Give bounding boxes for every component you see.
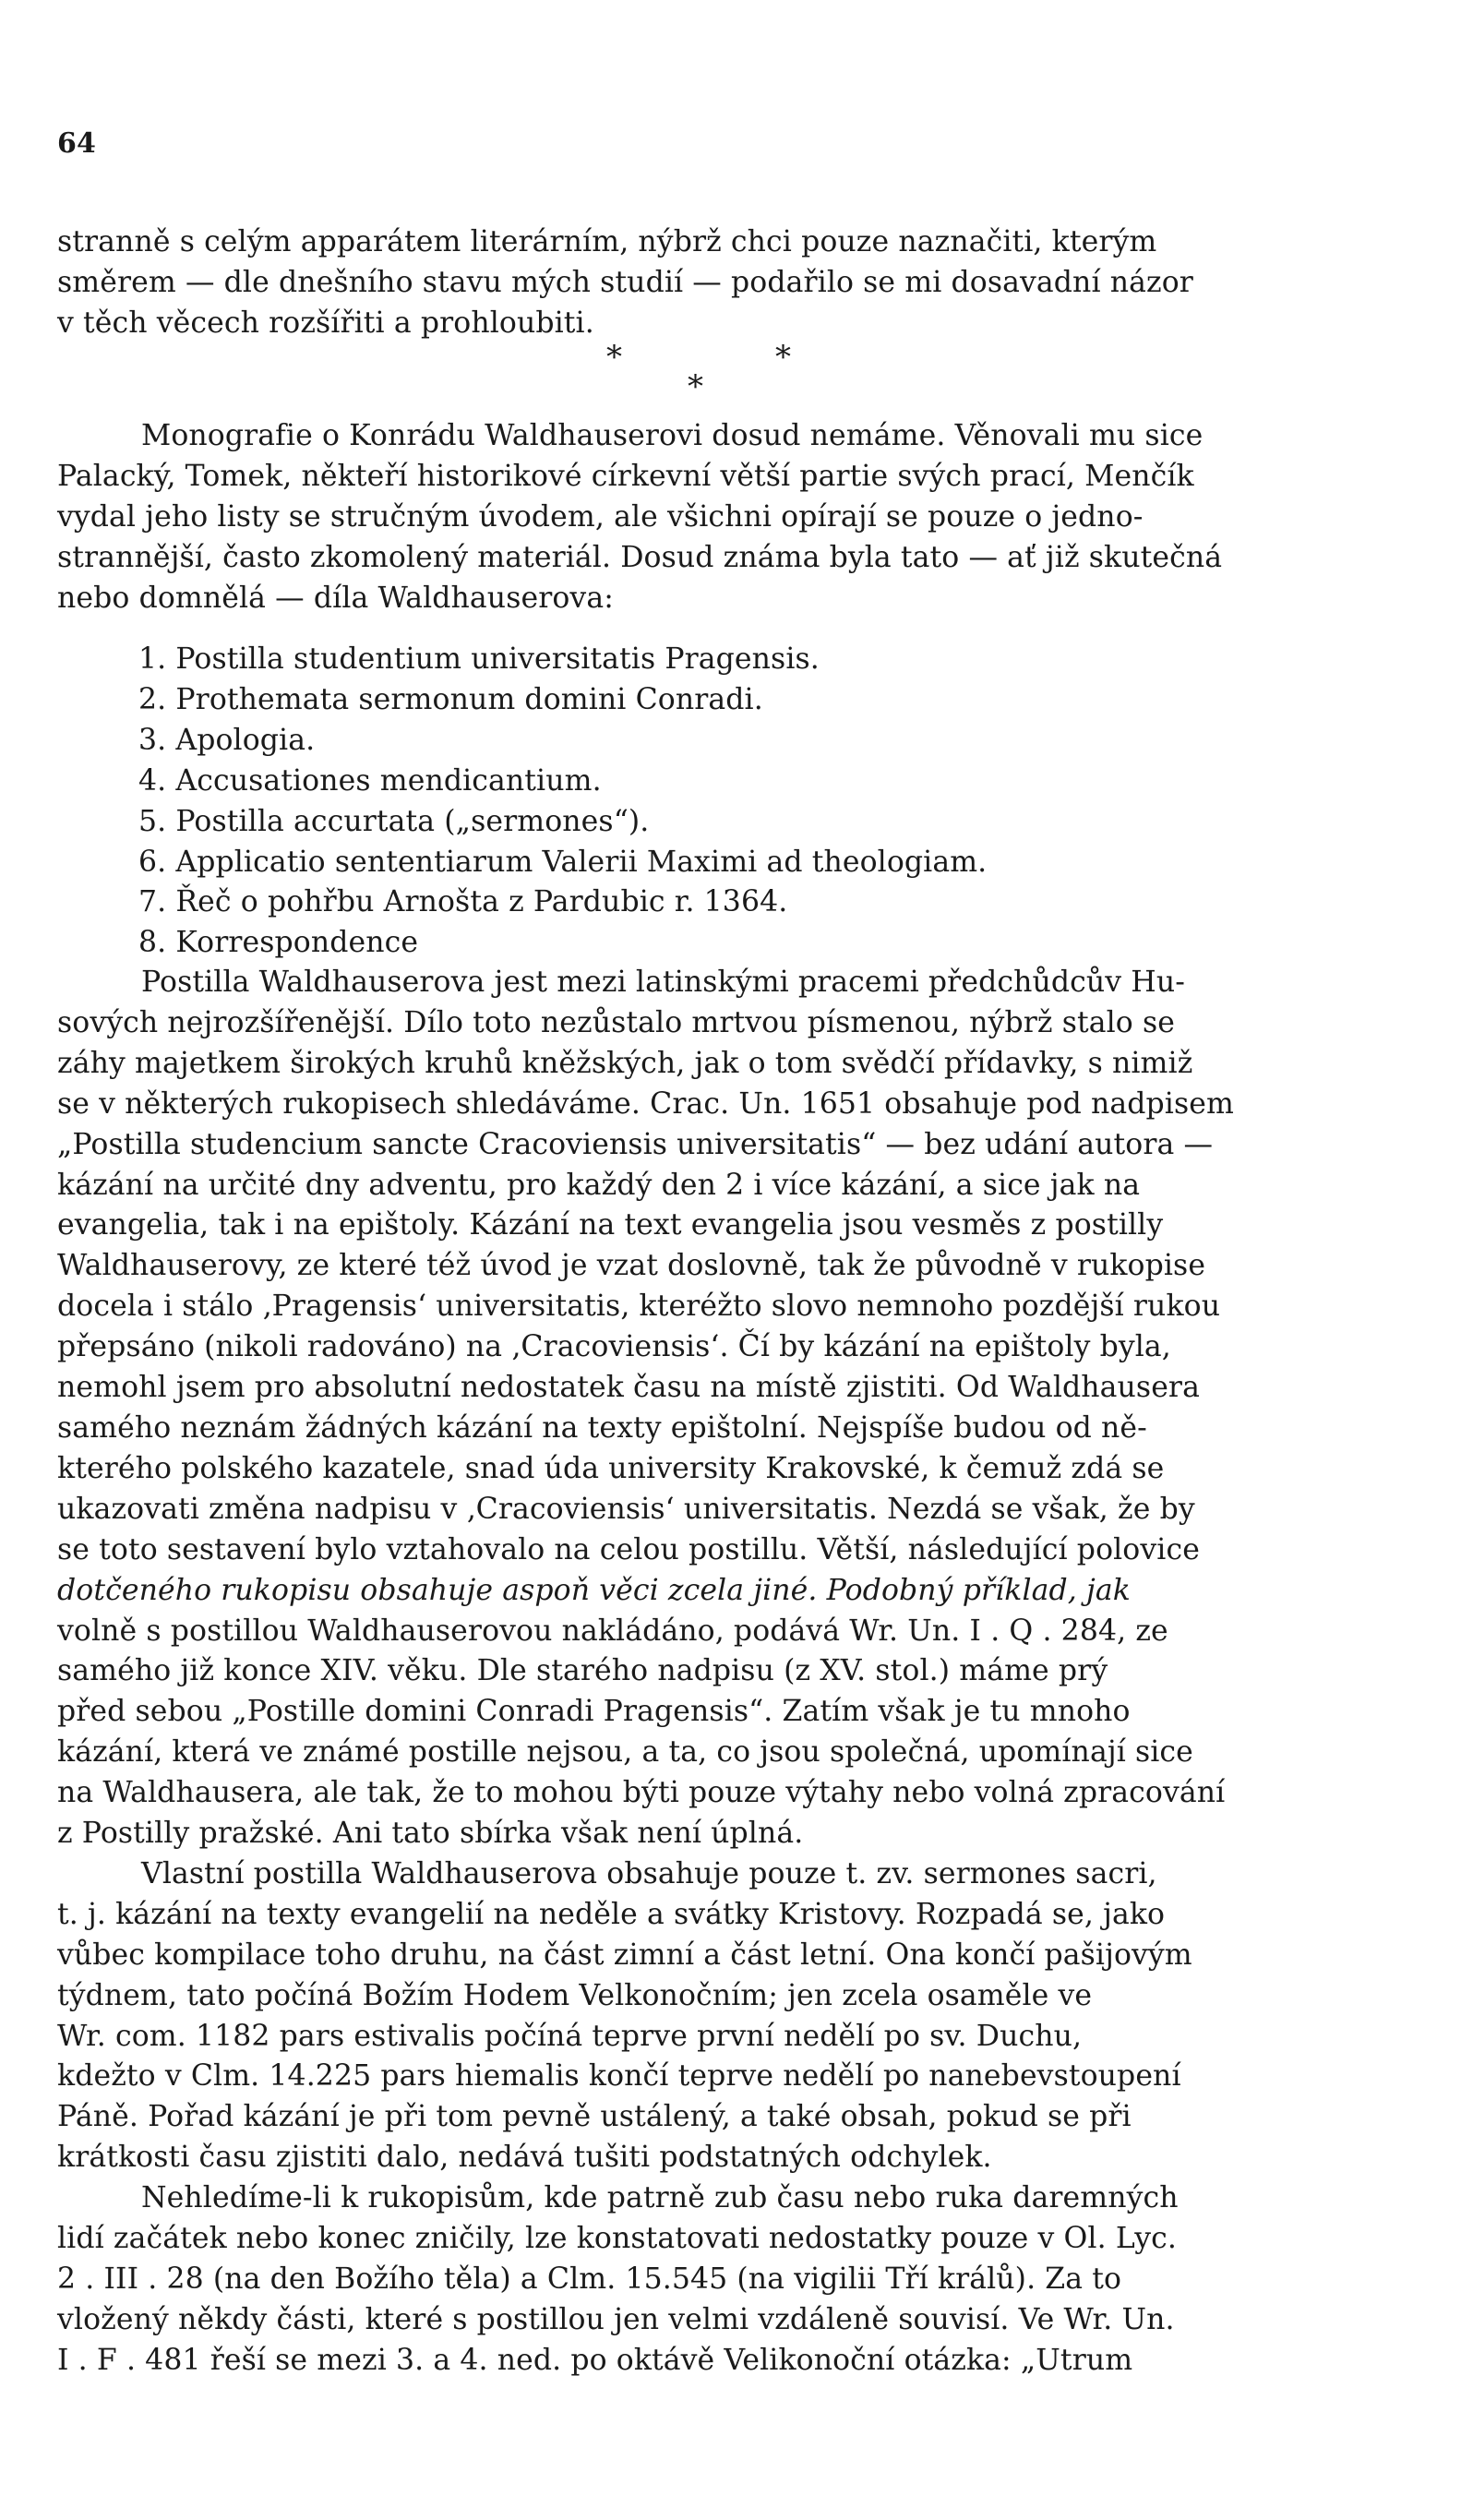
intro-paragraph: [57, 222, 1401, 344]
text-line: kdežto v Clm. 14.225 pars hiemalis končí teprve nedělí po nanebevstoupení: [57, 2059, 1181, 2094]
text-line: nebo domnělá — díla Waldhauserova:: [57, 581, 614, 615]
text-line: samého již konce XIV. věku. Dle starého nadpisu (z XV. stol.) máme prý: [57, 1654, 1108, 1688]
text-line: před sebou „Postille domini Conradi Pragensis“. Zatím však je tu mnoho: [57, 1695, 1131, 1729]
text-line: volně s postillou Waldhauserovou nakládáno, podává Wr. Un. I . Q . 284, ze: [57, 1614, 1168, 1648]
text-line: Nehledíme-li k rukopisům, kde patrně zub času nebo ruka daremných: [141, 2181, 1179, 2215]
text-line: vůbec kompilace toho druhu, na část zimní a část letní. Ona končí pašijovým: [57, 1938, 1192, 1972]
text-line: t. j. kázání na texty evangelií na neděle a svátky Kristovy. Rozpadá se, jako: [57, 1897, 1166, 1931]
text-line: Palacký, Tomek, někteří historikové církevní větší partie svých prací, Menčík: [57, 459, 1194, 493]
text-line: docela i stálo ‚Pragensis‘ universitatis, kteréžto slovo nemnoho pozdější rukou: [57, 1290, 1221, 1324]
list-item: 7. Řeč o pohřbu Arnošta z Pardubic r. 1364.: [138, 885, 788, 919]
body-paragraphs: [57, 963, 1401, 2382]
text-line: Monografie o Konrádu Waldhauserovi dosud nemáme. Věnovali mu sice: [141, 419, 1204, 452]
italic-text-line: dotčeného rukopisu obsahuje aspoň věci zcela jiné. Podobný příklad, jak: [57, 1573, 1131, 1607]
list-item: 4. Accusationes mendicantium.: [138, 763, 602, 798]
list-item: 5. Postilla accurtata („sermones“).: [138, 804, 650, 838]
text-line: Postilla Waldhauserova jest mezi latinskými pracemi předchůdcův Hu-: [141, 966, 1185, 999]
text-line: z Postilly pražské. Ani tato sbírka však není úplná.: [57, 1817, 804, 1851]
text-line: nemohl jsem pro absolutní nedostatek času na místě zjistiti. Od Waldhausera: [57, 1371, 1200, 1405]
text-line: směrem — dle dnešního stavu mých studií — podařilo se mi dosavadní názor: [57, 265, 1193, 299]
text-line: kázání, která ve známé postille nejsou, a ta, co jsou společná, upomínají sice: [57, 1735, 1193, 1770]
asterisk-middle: *: [688, 368, 704, 405]
works-list: [138, 640, 1394, 964]
text-line: lidí začátek nebo konec zničily, lze konstatovati nedostatky pouze v Ol. Lyc.: [57, 2222, 1178, 2256]
paragraph-nehledime: [57, 2178, 1401, 2382]
text-line: sových nejrozšířenější. Dílo toto nezůstalo mrtvou písmenou, nýbrž stalo se: [57, 1005, 1175, 1039]
text-line: vložený někdy části, které s postillou jen velmi vzdáleně souvisí. Ve Wr. Un.: [57, 2302, 1175, 2336]
list-item: 3. Apologia.: [138, 723, 316, 757]
section-separator: [0, 339, 1461, 408]
text-line: přepsáno (nikoli radováno) na ‚Cracoviensis‘. Čí by kázání na epištoly byla,: [57, 1330, 1171, 1364]
list-item: 2. Prothemata sermonum domini Conradi.: [138, 682, 763, 716]
paragraph-postilla: [57, 963, 1401, 1854]
list-item: 6. Applicatio sententiarum Valerii Maximi ad theologiam.: [138, 845, 988, 879]
text-line: týdnem, tato počíná Božím Hodem Velkonočním; jen zcela osaměle ve: [57, 1978, 1093, 2012]
text-line: se toto sestavení bylo vztahovalo na celou postillu. Větší, následující polovice: [57, 1532, 1200, 1566]
text-line: samého neznám žádných kázání na texty epištolní. Nejspíše budou od ně-: [57, 1410, 1147, 1445]
text-line: kázání na určité dny adventu, pro každý den 2 i více kázání, a sice jak na: [57, 1168, 1141, 1202]
text-line: v těch věcech rozšířiti a prohloubiti.: [57, 306, 594, 340]
text-line: ukazovati změna nadpisu v ‚Cracoviensis‘ universitatis. Nezdá se však, že by: [57, 1492, 1195, 1526]
text-line: na Waldhausera, ale tak, že to mohou býti pouze výtahy nebo volná zpracování: [57, 1776, 1226, 1810]
paragraph-monografie: [57, 416, 1401, 619]
text-line: Wr. com. 1182 pars estivalis počíná teprve první nedělí po sv. Duchu,: [57, 2019, 1083, 2053]
text-line: krátkosti času zjistiti dalo, nedává tušiti podstatných odchylek.: [57, 2141, 992, 2175]
text-line: stranně s celým apparátem literárním, nýbrž chci pouze naznačiti, kterým: [57, 225, 1157, 258]
text-line: Páně. Pořad kázání je při tom pevně ustálený, a také obsah, pokud se při: [57, 2100, 1132, 2134]
text-line: se v některých rukopisech shledáváme. Crac. Un. 1651 obsahuje pod nadpisem: [57, 1086, 1234, 1121]
text-line: evangelia, tak i na epištoly. Kázání na text evangelia jsou vesměs z postilly: [57, 1208, 1164, 1242]
asterisk-right: *: [775, 339, 792, 376]
paragraph-vlastni-postilla: [57, 1854, 1401, 2178]
text-line: „Postilla studencium sancte Cracoviensis universitatis“ — bez udání autora —: [57, 1127, 1214, 1161]
list-item: 8. Korrespondence: [138, 926, 419, 960]
text-line: Vlastní postilla Waldhauserova obsahuje pouze t. zv. sermones sacri,: [141, 1856, 1157, 1890]
text-line: Waldhauserovy, ze které též úvod je vzat doslovně, tak že původně v rukopise: [57, 1249, 1206, 1283]
list-item: 1. Postilla studentium universitatis Pragensis.: [138, 642, 820, 676]
text-line: záhy majetkem širokých kruhů kněžských, jak o tom svědčí přídavky, s nimiž: [57, 1046, 1193, 1080]
text-line: I . F . 481 řeší se mezi 3. a 4. ned. po oktávě Velikonoční otázka: „Utrum: [57, 2343, 1133, 2377]
page-number: 64: [57, 127, 96, 160]
asterisk-left: *: [606, 339, 623, 376]
text-line: kterého polského kazatele, snad úda university Krakovské, k čemuž zdá se: [57, 1451, 1165, 1485]
text-line: 2 . III . 28 (na den Božího těla) a Clm. 15.545 (na vigilii Tří králů). Za to: [57, 2262, 1122, 2296]
text-line: strannější, často zkomolený materiál. Dosud známa byla tato — ať již skutečná: [57, 540, 1223, 574]
text-line: vydal jeho listy se stručným úvodem, ale všichni opírají se pouze o jedno-: [57, 499, 1144, 534]
